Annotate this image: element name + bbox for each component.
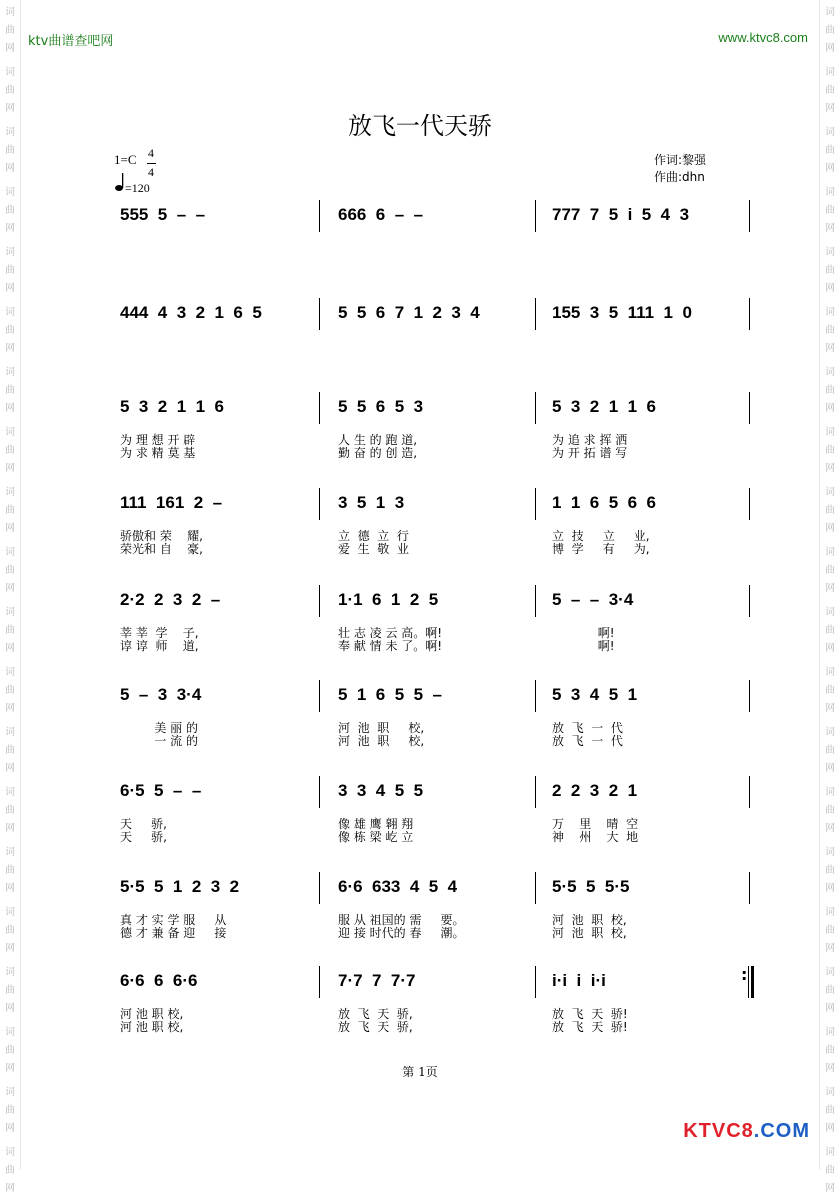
watermark-char: 网 xyxy=(825,343,835,354)
watermark-char: 词 xyxy=(825,847,835,858)
score-system xyxy=(0,966,840,1046)
watermark-group xyxy=(820,1084,840,1138)
watermark-char: 网 xyxy=(5,463,15,474)
watermark-char: 网 xyxy=(5,403,15,414)
watermark-char: 网 xyxy=(825,643,835,654)
watermark-char: 网 xyxy=(825,823,835,834)
measure-notes: 5 – – 3·4 xyxy=(552,590,634,609)
measure-notes: 5 – 3 3·4 xyxy=(120,685,202,704)
barline xyxy=(535,488,536,520)
lyric-verse-2: 为 开 拓 谱 写 xyxy=(552,446,628,460)
watermark-char: 曲 xyxy=(5,265,15,276)
watermark-group xyxy=(820,4,840,58)
site-name: ktv曲谱查吧网 xyxy=(28,34,114,49)
watermark-char: 曲 xyxy=(5,805,15,816)
watermark-char: 词 xyxy=(5,547,15,558)
watermark-group xyxy=(0,4,20,58)
watermark-char: 曲 xyxy=(825,745,835,756)
barline xyxy=(319,872,320,904)
lyric-verse-2: 放 飞 天 骄! xyxy=(552,1020,628,1034)
watermark-char: 曲 xyxy=(825,385,835,396)
time-signature-top: 4 xyxy=(148,146,154,160)
score-system xyxy=(0,488,840,568)
measure-notes: 5·5 5 1 2 3 2 xyxy=(120,877,240,896)
measure-notes: 1·1 6 1 2 5 xyxy=(338,590,439,609)
site-url: www.ktvc8.com xyxy=(718,30,808,45)
lyric-verse-2: 奉 献 情 未 了。啊! xyxy=(338,639,443,653)
watermark-char: 网 xyxy=(5,823,15,834)
watermark-char: 网 xyxy=(825,523,835,534)
lyric-verse-2: 荣光和 自 豪, xyxy=(120,542,203,556)
score-system xyxy=(0,776,840,856)
watermark-char: 网 xyxy=(5,883,15,894)
lyric-verse-2: 啊! xyxy=(552,639,615,653)
watermark-char: 词 xyxy=(825,907,835,918)
watermark-char: 曲 xyxy=(825,505,835,516)
watermark-char: 网 xyxy=(5,763,15,774)
lyric-verse-1: 立 德 立 行 xyxy=(338,529,409,543)
watermark-char: 曲 xyxy=(5,1045,15,1056)
lyric-verse-1: 放 飞 一 代 xyxy=(552,721,623,735)
time-signature-bottom: 4 xyxy=(148,165,154,179)
watermark-char: 曲 xyxy=(825,1165,835,1176)
measure-notes: 5 3 2 1 1 6 xyxy=(552,397,656,416)
lyric-verse-1: 壮 志 凌 云 高。啊! xyxy=(338,626,443,640)
watermark-char: 词 xyxy=(5,7,15,18)
watermark-char: 网 xyxy=(5,583,15,594)
lyric-verse-1: 河 池 职 校, xyxy=(338,721,425,735)
lyric-verse-1: 河 池 职 校, xyxy=(120,1007,184,1021)
lyric-verse-1: 立 技 立 业, xyxy=(552,529,650,543)
logo-text: KTVC8 xyxy=(683,1120,754,1142)
watermark-char: 词 xyxy=(5,1027,15,1038)
watermark-char: 网 xyxy=(825,403,835,414)
measure-notes: 777 7 5 i 5 4 3 xyxy=(552,205,690,224)
lyric-verse-1: 莘 莘 学 子, xyxy=(120,626,199,640)
lyric-verse-1: 像 雄 鹰 翱 翔 xyxy=(338,817,414,831)
measure-notes: 444 4 3 2 1 6 5 xyxy=(120,303,262,322)
barline xyxy=(319,966,320,998)
watermark-char: 网 xyxy=(5,943,15,954)
watermark-char: 词 xyxy=(825,307,835,318)
watermark-char: 曲 xyxy=(5,1105,15,1116)
watermark-char: 词 xyxy=(825,667,835,678)
watermark-char: 网 xyxy=(825,703,835,714)
watermark-char: 网 xyxy=(825,1123,835,1134)
watermark-char: 网 xyxy=(825,883,835,894)
measure-notes: 5 3 4 5 1 xyxy=(552,685,638,704)
watermark-char: 词 xyxy=(825,7,835,18)
watermark-char: 曲 xyxy=(5,85,15,96)
lyric-verse-2: 神 州 大 地 xyxy=(552,830,639,844)
lyric-verse-2: 勤 奋 的 创 造, xyxy=(338,446,418,460)
barline xyxy=(749,200,750,232)
watermark-char: 网 xyxy=(5,1183,15,1194)
lyric-verse-2: 爱 生 敬 业 xyxy=(338,542,409,556)
measure-notes: 6·6 633 4 5 4 xyxy=(338,877,458,896)
watermark-char: 网 xyxy=(825,763,835,774)
lyric-verse-1: 人 生 的 跑 道, xyxy=(338,433,418,447)
barline xyxy=(319,680,320,712)
watermark-char: 词 xyxy=(825,187,835,198)
watermark-char: 曲 xyxy=(5,745,15,756)
watermark-char: 词 xyxy=(825,547,835,558)
measure-notes: 2·2 2 3 2 – xyxy=(120,590,221,609)
watermark-char: 词 xyxy=(5,187,15,198)
lyric-verse-1: 服 从 祖国的 需 要。 xyxy=(338,913,465,927)
watermark-char: 词 xyxy=(825,787,835,798)
watermark-char: 曲 xyxy=(5,685,15,696)
page-number: 第 1页 xyxy=(402,1065,438,1079)
watermark-char: 词 xyxy=(5,127,15,138)
watermark-char: 词 xyxy=(5,967,15,978)
barline xyxy=(749,776,750,808)
lyric-verse-2: 迎 接 时代的 春 潮。 xyxy=(338,926,465,940)
watermark-char: 网 xyxy=(5,163,15,174)
watermark-char: 词 xyxy=(825,487,835,498)
barline xyxy=(319,585,320,617)
barline xyxy=(749,298,750,330)
watermark-char: 词 xyxy=(5,787,15,798)
score-system xyxy=(0,680,840,760)
lyric-verse-2: 博 学 有 为, xyxy=(552,542,650,556)
watermark-char: 词 xyxy=(825,67,835,78)
lyricist: 作词:黎强 xyxy=(654,153,707,167)
watermark-char: 词 xyxy=(5,1147,15,1158)
watermark-group xyxy=(820,1144,840,1198)
measure-notes: 5 1 6 5 5 – xyxy=(338,685,442,704)
watermark-char: 词 xyxy=(5,247,15,258)
watermark-char: 曲 xyxy=(825,145,835,156)
barline xyxy=(749,585,750,617)
watermark-char: 网 xyxy=(825,1003,835,1014)
lyric-verse-1: 美 丽 的 xyxy=(120,721,198,735)
watermark-char: 网 xyxy=(5,343,15,354)
watermark-char: 曲 xyxy=(5,505,15,516)
score-system xyxy=(0,585,840,665)
final-barline-thin xyxy=(748,966,749,998)
watermark-char: 曲 xyxy=(825,925,835,936)
lyric-verse-1: 放 飞 天 骄, xyxy=(338,1007,413,1021)
measure-notes: 7·7 7 7·7 xyxy=(338,971,416,990)
lyric-verse-1: 为 理 想 开 辟 xyxy=(120,433,196,447)
watermark-char: 网 xyxy=(825,583,835,594)
watermark-char: 词 xyxy=(825,1027,835,1038)
lyric-verse-1: 啊! xyxy=(552,626,615,640)
watermark-char: 网 xyxy=(5,283,15,294)
watermark-char: 曲 xyxy=(825,985,835,996)
watermark-char: 网 xyxy=(825,1183,835,1194)
barline xyxy=(319,200,320,232)
watermark-char: 曲 xyxy=(5,145,15,156)
watermark-char: 网 xyxy=(5,1123,15,1134)
barline xyxy=(749,680,750,712)
measure-notes: 3 5 1 3 xyxy=(338,493,405,512)
watermark-char: 网 xyxy=(825,223,835,234)
end-repeat-dots: : xyxy=(741,965,748,984)
watermark-char: 词 xyxy=(5,907,15,918)
song-title: 放飞一代天骄 xyxy=(348,112,492,140)
watermark-char: 词 xyxy=(825,967,835,978)
barline xyxy=(535,585,536,617)
watermark-char: 网 xyxy=(5,223,15,234)
watermark-char: 词 xyxy=(5,1087,15,1098)
lyric-verse-2: 德 才 兼 备 迎 接 xyxy=(120,926,227,940)
watermark-char: 网 xyxy=(825,463,835,474)
watermark-char: 网 xyxy=(825,283,835,294)
watermark-char: 曲 xyxy=(5,325,15,336)
watermark-char: 网 xyxy=(825,1063,835,1074)
lyric-verse-2: 像 栋 梁 屹 立 xyxy=(338,830,414,844)
watermark-char: 曲 xyxy=(5,565,15,576)
watermark-group xyxy=(0,1144,20,1198)
barline xyxy=(535,200,536,232)
watermark-char: 词 xyxy=(825,1147,835,1158)
measure-notes: i·i i i·i xyxy=(552,971,606,990)
score-system xyxy=(0,298,840,378)
measure-notes: 5 3 2 1 1 6 xyxy=(120,397,224,416)
barline xyxy=(535,680,536,712)
measure-notes: 2 2 3 2 1 xyxy=(552,781,638,800)
barline xyxy=(749,392,750,424)
watermark-char: 曲 xyxy=(825,865,835,876)
lyric-verse-2: 河 池 职 校, xyxy=(338,734,425,748)
lyric-verse-1: 河 池 职 校, xyxy=(552,913,627,927)
barline xyxy=(319,392,320,424)
watermark-char: 网 xyxy=(5,43,15,54)
watermark-char: 曲 xyxy=(5,985,15,996)
composer: 作曲:dhn xyxy=(654,170,705,184)
watermark-char: 曲 xyxy=(825,205,835,216)
credits xyxy=(654,152,706,186)
watermark-char: 词 xyxy=(5,367,15,378)
lyric-verse-2: 天 骄, xyxy=(120,830,167,844)
measure-notes: 5 5 6 5 3 xyxy=(338,397,424,416)
measure-notes: 6·5 5 – – xyxy=(120,781,202,800)
watermark-group xyxy=(0,1084,20,1138)
watermark-char: 词 xyxy=(5,307,15,318)
barline xyxy=(319,488,320,520)
barline xyxy=(319,298,320,330)
barline xyxy=(535,392,536,424)
watermark-char: 词 xyxy=(5,67,15,78)
watermark-char: 词 xyxy=(5,847,15,858)
watermark-char: 曲 xyxy=(5,445,15,456)
barline xyxy=(535,776,536,808)
watermark-char: 曲 xyxy=(825,685,835,696)
watermark-char: 曲 xyxy=(5,205,15,216)
lyric-verse-2: 放 飞 一 代 xyxy=(552,734,623,748)
watermark-char: 网 xyxy=(5,703,15,714)
watermark-char: 曲 xyxy=(825,265,835,276)
measure-notes: 555 5 – – xyxy=(120,205,206,224)
watermark-char: 词 xyxy=(5,487,15,498)
barline xyxy=(535,966,536,998)
lyric-verse-2: 河 池 职 校, xyxy=(552,926,627,940)
lyric-verse-1: 天 骄, xyxy=(120,817,167,831)
watermark-char: 曲 xyxy=(5,625,15,636)
lyric-verse-1: 真 才 实 学 服 从 xyxy=(120,913,227,927)
measure-notes: 6·6 6 6·6 xyxy=(120,971,198,990)
watermark-char: 词 xyxy=(825,727,835,738)
measure-notes: 111 161 2 – xyxy=(120,493,223,512)
watermark-char: 曲 xyxy=(825,625,835,636)
score-system xyxy=(0,200,840,280)
watermark-char: 词 xyxy=(5,667,15,678)
watermark-char: 词 xyxy=(825,127,835,138)
watermark-char: 网 xyxy=(5,1063,15,1074)
measure-notes: 5·5 5 5·5 xyxy=(552,877,630,896)
barline xyxy=(749,488,750,520)
lyric-verse-2: 一 流 的 xyxy=(120,734,198,748)
watermark-char: 曲 xyxy=(825,805,835,816)
measure-notes: 3 3 4 5 5 xyxy=(338,781,424,800)
watermark-char: 曲 xyxy=(825,565,835,576)
watermark-char: 网 xyxy=(5,523,15,534)
watermark-char: 词 xyxy=(825,607,835,618)
watermark-char: 网 xyxy=(5,1003,15,1014)
watermark-char: 词 xyxy=(5,427,15,438)
barline xyxy=(535,298,536,330)
lyric-verse-2: 为 求 精 莫 基 xyxy=(120,446,196,460)
watermark-char: 词 xyxy=(825,247,835,258)
watermark-char: 词 xyxy=(5,607,15,618)
lyric-verse-2: 放 飞 天 骄, xyxy=(338,1020,413,1034)
lyric-verse-2: 河 池 职 校, xyxy=(120,1020,184,1034)
watermark-char: 词 xyxy=(825,367,835,378)
tempo-marking: =120 xyxy=(125,181,150,195)
watermark-char: 曲 xyxy=(825,325,835,336)
watermark-char: 曲 xyxy=(5,385,15,396)
lyric-verse-1: 万 里 晴 空 xyxy=(552,817,639,831)
watermark-char: 曲 xyxy=(5,1165,15,1176)
measure-notes: 155 3 5 111 1 0 xyxy=(552,303,692,322)
final-barline-thick xyxy=(751,966,754,998)
watermark-char: 词 xyxy=(825,427,835,438)
logo-domain: .COM xyxy=(753,1120,810,1142)
watermark-char: 曲 xyxy=(825,445,835,456)
barline xyxy=(319,776,320,808)
site-logo xyxy=(683,1120,810,1143)
key-signature: 1=C xyxy=(114,152,137,167)
score-system xyxy=(0,392,840,472)
watermark-char: 曲 xyxy=(825,1045,835,1056)
watermark-char: 曲 xyxy=(825,25,835,36)
watermark-char: 曲 xyxy=(825,1105,835,1116)
watermark-char: 曲 xyxy=(825,85,835,96)
watermark-char: 网 xyxy=(825,43,835,54)
measure-notes: 1 1 6 5 6 6 xyxy=(552,493,656,512)
lyric-verse-1: 放 飞 天 骄! xyxy=(552,1007,628,1021)
watermark-char: 词 xyxy=(825,1087,835,1098)
watermark-char: 网 xyxy=(5,103,15,114)
barline xyxy=(749,872,750,904)
watermark-char: 曲 xyxy=(5,25,15,36)
watermark-char: 网 xyxy=(825,163,835,174)
measure-notes: 666 6 – – xyxy=(338,205,424,224)
watermark-char: 词 xyxy=(5,727,15,738)
measure-notes: 5 5 6 7 1 2 3 4 xyxy=(338,303,480,322)
watermark-char: 网 xyxy=(5,643,15,654)
barline xyxy=(535,872,536,904)
score-system xyxy=(0,872,840,952)
lyric-verse-1: 为 追 求 挥 洒 xyxy=(552,433,628,447)
watermark-char: 网 xyxy=(825,943,835,954)
lyric-verse-1: 骄傲和 荣 耀, xyxy=(120,529,203,543)
time-signature-line xyxy=(147,163,156,164)
watermark-char: 曲 xyxy=(5,925,15,936)
lyric-verse-2: 谆 谆 师 道, xyxy=(120,639,199,653)
watermark-char: 网 xyxy=(825,103,835,114)
watermark-char: 曲 xyxy=(5,865,15,876)
